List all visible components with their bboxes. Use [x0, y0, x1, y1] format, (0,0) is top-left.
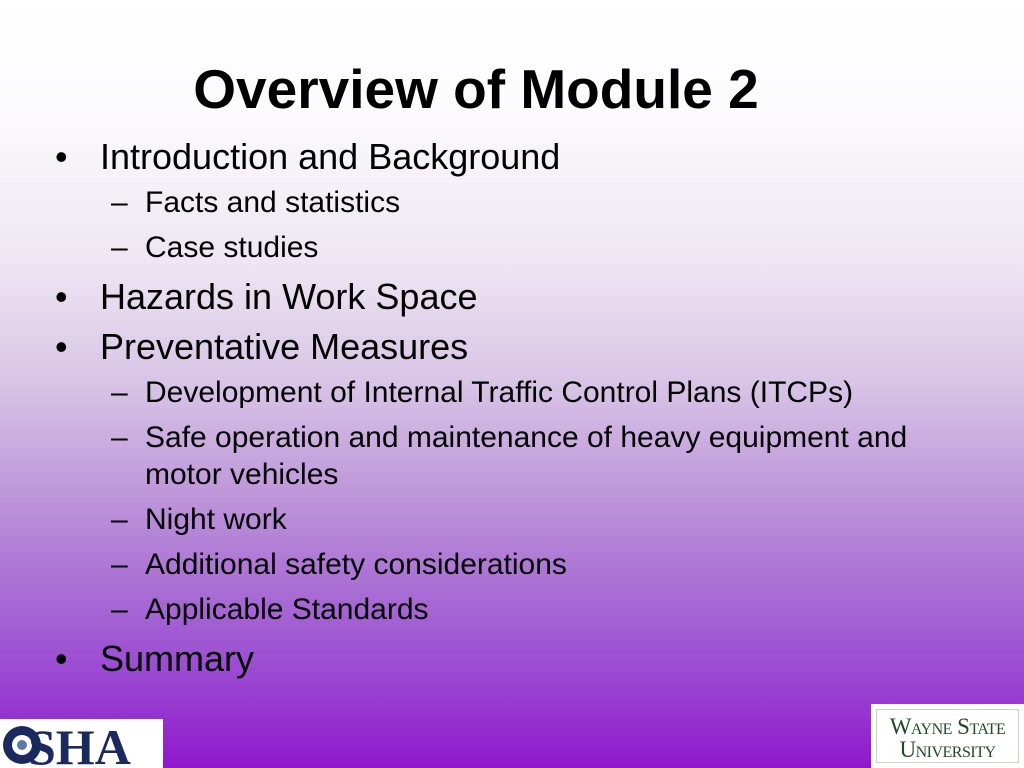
- bullet-marker: •: [55, 326, 68, 367]
- dash-marker: –: [111, 376, 128, 409]
- bullet-text: Introduction and Background: [100, 136, 561, 177]
- sub-bullet-case-studies: [55, 229, 985, 266]
- bullet-preventative: [55, 324, 985, 370]
- dash-marker: –: [111, 231, 128, 264]
- dash-marker: –: [111, 503, 128, 536]
- outline: [55, 134, 985, 686]
- dash-marker: –: [111, 548, 128, 581]
- sub-bullet-facts: [55, 184, 985, 221]
- wayne-state-logo-frame: [876, 709, 1019, 763]
- dash-marker: –: [111, 186, 128, 219]
- sub-bullet-text: Facts and statistics: [145, 186, 401, 219]
- wayne-state-logo-line1: Wayne State: [889, 714, 1006, 739]
- dash-marker: –: [111, 593, 128, 626]
- bullet-text: Preventative Measures: [100, 326, 469, 367]
- sub-bullet-night-work: [55, 501, 985, 538]
- osha-logo-graphic: [0, 719, 163, 768]
- osha-logo: [0, 719, 163, 768]
- bullet-hazards: [55, 274, 985, 320]
- sub-bullet-standards: [55, 591, 985, 628]
- slide-title: Overview of Module 2: [193, 58, 759, 120]
- sub-bullet-text: Additional safety considerations: [145, 548, 567, 581]
- sub-bullet-text: Case studies: [145, 231, 319, 264]
- bullet-marker: •: [55, 276, 68, 317]
- bullet-introduction: [55, 134, 985, 180]
- sub-bullet-text: Night work: [145, 503, 287, 536]
- sub-bullet-text: Safe operation and maintenance of heavy equipment and motor vehicles: [145, 421, 908, 491]
- dash-marker: –: [111, 421, 128, 454]
- bullet-marker: •: [55, 638, 68, 679]
- bullet-summary: [55, 636, 985, 682]
- bullet-text: Summary: [100, 638, 255, 679]
- sub-bullet-text: Applicable Standards: [145, 593, 429, 626]
- sub-bullet-itcp: [55, 374, 985, 411]
- bullet-marker: •: [55, 136, 68, 177]
- sub-bullet-additional-safety: [55, 546, 985, 583]
- wayne-state-logo-line2: University: [899, 737, 996, 762]
- bullet-text: Hazards in Work Space: [100, 276, 478, 317]
- wayne-state-logo: [871, 704, 1024, 768]
- sub-bullet-text: Development of Internal Traffic Control Plans (ITCPs): [145, 376, 854, 409]
- sub-bullet-safe-operation: [55, 419, 985, 493]
- svg-text:SHA: SHA: [28, 719, 131, 768]
